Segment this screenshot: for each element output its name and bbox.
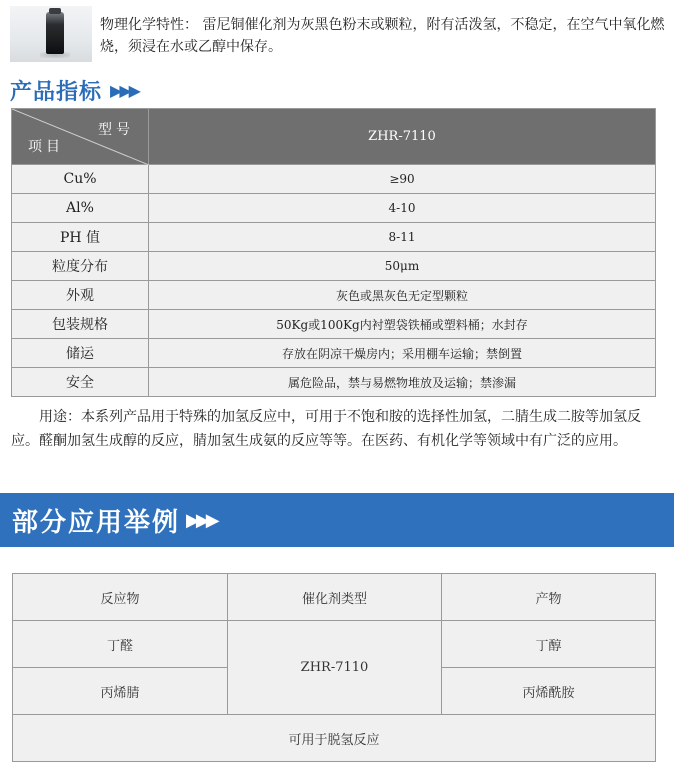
spec-table-header — [12, 109, 656, 165]
triple-arrow-icon: ▶▶▶ — [186, 509, 216, 531]
row-value: 4-10 — [149, 194, 656, 223]
table-row — [12, 339, 656, 368]
product-image — [10, 6, 92, 62]
header-product: 产物 — [442, 574, 656, 621]
row-item: 外观 — [12, 281, 149, 310]
catalyst-cell: ZHR-7110 — [228, 621, 442, 715]
header-model-value: ZHR-7110 — [149, 109, 656, 165]
row-item: PH 值 — [12, 223, 149, 252]
row-value: ≥90 — [149, 165, 656, 194]
bottle-icon — [46, 12, 64, 54]
app-section-banner — [0, 493, 674, 547]
table-row — [13, 621, 656, 668]
spec-title-text: 产品指标 — [10, 79, 103, 105]
header-catalyst: 催化剂类型 — [228, 574, 442, 621]
properties-text: 物理化学特性： 雷尼铜催化剂为灰黑色粉末或颗粒，附有活泼氢，不稳定，在空气中氧化燃烧，须浸在水或乙醇中保存。 — [100, 17, 665, 55]
triple-arrow-icon: ▶▶▶ — [110, 80, 138, 100]
row-item: 安全 — [12, 368, 149, 397]
product-cell: 丙烯酰胺 — [442, 668, 656, 715]
row-value: 灰色或黑灰色无定型颗粒 — [149, 281, 656, 310]
app-title-text: 部分应用举例 — [12, 507, 181, 538]
spec-section-title — [10, 74, 138, 106]
table-row — [12, 368, 656, 397]
table-row — [12, 165, 656, 194]
header-reactant: 反应物 — [13, 574, 228, 621]
app-header-row — [13, 574, 656, 621]
reactant-cell: 丁醛 — [13, 621, 228, 668]
row-item: Al% — [12, 194, 149, 223]
product-cell: 丁醇 — [442, 621, 656, 668]
app-footer-row — [13, 715, 656, 762]
row-item: 粒度分布 — [12, 252, 149, 281]
row-value: 存放在阴凉干燥房内；采用棚车运输；禁倒置 — [149, 339, 656, 368]
spec-table — [11, 108, 656, 397]
footer-note: 可用于脱氢反应 — [13, 715, 656, 762]
application-table — [12, 573, 656, 762]
header-model-label: 型号 — [98, 122, 134, 138]
row-value: 50μm — [149, 252, 656, 281]
table-row — [12, 310, 656, 339]
table-row — [12, 223, 656, 252]
header-item-label: 项目 — [28, 139, 64, 155]
intro-block — [10, 6, 670, 68]
row-value: 属危险品，禁与易燃物堆放及运输；禁渗漏 — [149, 368, 656, 397]
table-row — [12, 252, 656, 281]
row-item: 储运 — [12, 339, 149, 368]
diagonal-header-cell — [12, 109, 149, 165]
row-item: 包装规格 — [12, 310, 149, 339]
table-row — [12, 281, 656, 310]
row-value: 8-11 — [149, 223, 656, 252]
table-row — [12, 194, 656, 223]
row-value: 50Kg或100Kg内衬塑袋铁桶或塑料桶；水封存 — [149, 310, 656, 339]
reactant-cell: 丙烯腈 — [13, 668, 228, 715]
row-item: Cu% — [12, 165, 149, 194]
usage-paragraph: 用途：本系列产品用于特殊的加氢反应中，可用于不饱和胺的选择性加氢，二腈生成二胺等加氢反应。醛酮加氢生成醇的反应，腈加氢生成氨的反应等等。在医药、有机化学等领域中有广泛的应用。 — [11, 409, 641, 449]
